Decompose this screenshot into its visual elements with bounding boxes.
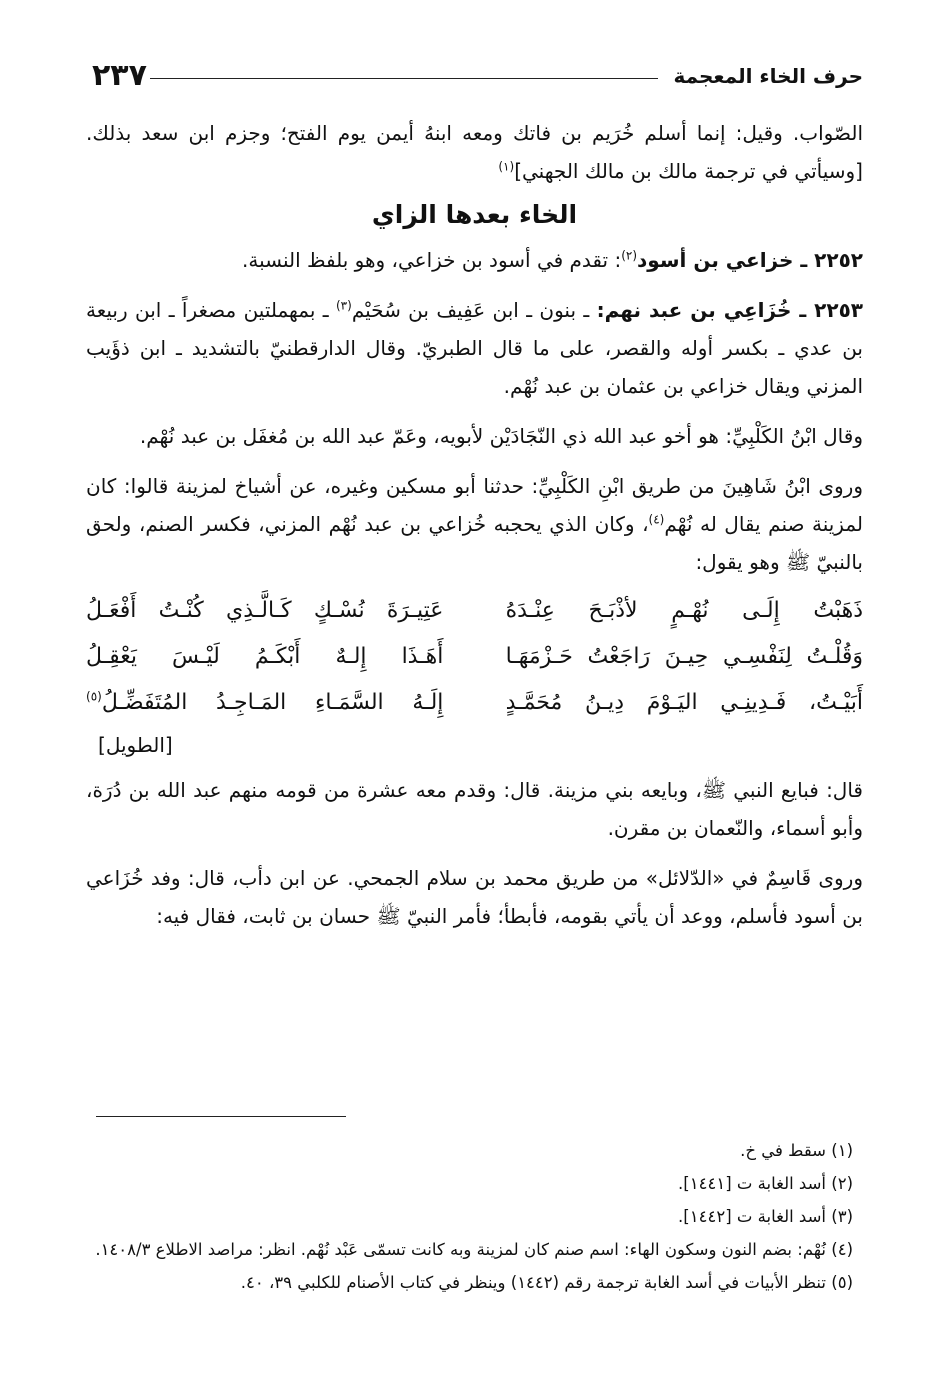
footnote-5: (٥) تنظر الأبيات في أسد الغابة ترجمة رقم (١٤٤٢) وينظر في كتاب الأصنام للكلبي ٣٩، ٤٠. bbox=[240, 1273, 853, 1292]
verse-line bbox=[86, 633, 863, 679]
footnote-2: (٢) أسد الغابة ت [١٤٤١]. bbox=[678, 1174, 853, 1193]
main-text bbox=[86, 114, 863, 935]
footnote-ref-1: (١) bbox=[498, 159, 515, 174]
verse-second-hemistich: عَتِيـرَةَ نُسْـكٍ كَـالَّـذِي كُنْـتُ أَفْعَـلُ bbox=[86, 597, 444, 623]
running-title: حرف الخاء المعجمة bbox=[673, 64, 863, 88]
section-heading: الخاء بعدها الزاي bbox=[371, 200, 578, 229]
footnotes bbox=[86, 1134, 853, 1299]
paragraph-intro: الصّواب. وقيل: إنما أسلم خُرَيم بن فاتك ومعه ابنهُ أيمن يوم الفتح؛ وجزم ابن سعد بذلك. [وسيأتي في ترجمة مالك بن مالك الجهني]$^{(١)}$ bbox=[86, 121, 863, 183]
running-header bbox=[92, 58, 863, 94]
paragraph-kalbi: وقال ابْنُ الكَلْبِيِّ: هو أخو عبد الله ذي النّجَادَيْن لأبويه، وعَمّ عبد الله بن مُغفَل بن عبد نُهْم. bbox=[139, 424, 863, 448]
verse-second-hemistich: أَهَـذَا إِلـهٌ أَبْكَـمُ لَيْـسَ يَعْقِـلُ bbox=[86, 643, 444, 669]
paragraph-bayaa: قال: فبايع النبي ﷺ، وبايعه بني مزينة. قال: وقدم معه عشرة من قومه منهم عبد الله بن دُرَة، وأبو أسماء، والنّعمان بن مقرن. bbox=[86, 778, 863, 840]
footnote-separator bbox=[96, 1116, 346, 1117]
paragraph-shahin: وروى ابْنُ شَاهِينَ من طريق ابْنِ الكَلْبِيِّ: حدثنا أبو مسكين وغيره، عن أشياخ لمزينة قالوا: كان لمزينة صنم يقال له نُهْم$^{(٤)}$، وكان الذي يحجبه خُزاعي بن عبد نُهْم المزني، فكسر الصنم، ولحق بالنبيّ ﷺ وهو يقول: bbox=[86, 474, 863, 574]
paragraph-qasim: وروى قَاسِمٌ في «الدّلائل» من طريق محمد بن سلام الجمحي. عن ابن دأب، قال: وفد خُزَاعي بن أسود فأسلم، ووعد أن يأتي بقومه، فأبطأ؛ فأمر النبيّ ﷺ حسان بن ثابت، فقال فيه: bbox=[86, 866, 863, 928]
footnote-4: (٤) نُهْم: بضم النون وسكون الهاء: اسم صنم كان لمزينة وبه كانت تسمّى عَبْد نُهْم. انظر: مراصد الاطلاع ١٤٠٨/٣. bbox=[95, 1240, 853, 1259]
verse-first-hemistich: أَبَيْـتُ، فَـدِينِـي اليَـوْمَ دِيـنُ مُحَمَّـدٍ bbox=[505, 689, 863, 715]
footnote-ref-3: (٣) bbox=[335, 298, 352, 313]
footnote-ref-4: (٤) bbox=[648, 512, 665, 527]
footnote-ref-5: (٥) bbox=[86, 689, 102, 704]
verse-second-hemistich: إِلَـهُ السَّمَـاءِ المَـاجِـدُ المُتَفَضِّـلُ$^{(٥)}$ bbox=[86, 689, 444, 715]
verse-first-hemistich: ذَهَبْتُ إِلَـى نُهْـمٍ لأذْبَـحَ عِنْـدَهُ bbox=[505, 597, 863, 623]
entry-2253: ٢٢٥٣ ـ خُزَاعِي بن عبد نهم: ـ بنون ـ ابن عَفِيف بن سُحَيْم$^{(٣)}$ ـ بمهملتين مصغراً ـ ابن ربيعة بن عدي ـ بكسر أوله والقصر، على ما قال الطبريّ. وقال الدارقطنيّ بالتشديد ـ ابن ذؤَيب المزني ويقال خزاعي بن عثمان بن عبد نُهْم. bbox=[86, 298, 863, 398]
entry-2252-title: ٢٢٥٢ ـ خزاعي بن أسود bbox=[637, 248, 863, 272]
verse-line bbox=[86, 679, 863, 725]
entry-2253-title: ٢٢٥٣ ـ خُزَاعِي بن عبد نهم: bbox=[596, 298, 863, 322]
verse-first-hemistich: وَقُلْـتُ لِنَفْسِـي حِيـنَ رَاجَعْتُ حَـزْمَهَـا bbox=[505, 643, 863, 669]
footnote-1: (١) سقط في خ. bbox=[740, 1141, 853, 1160]
header-rule bbox=[150, 78, 658, 79]
footnote-ref-2: (٢) bbox=[621, 248, 638, 263]
poem-meter: [الطويل] bbox=[98, 733, 173, 757]
entry-2252: ٢٢٥٢ ـ خزاعي بن أسود$^{(٢)}$: تقدم في أسود بن خزاعي، وهو بلفظ النسبة. bbox=[241, 248, 863, 272]
footnote-3: (٣) أسد الغابة ت [١٤٤٢]. bbox=[678, 1207, 853, 1226]
poem bbox=[86, 587, 863, 725]
verse-line bbox=[86, 587, 863, 633]
page-number: ٢٣٧ bbox=[92, 58, 147, 93]
